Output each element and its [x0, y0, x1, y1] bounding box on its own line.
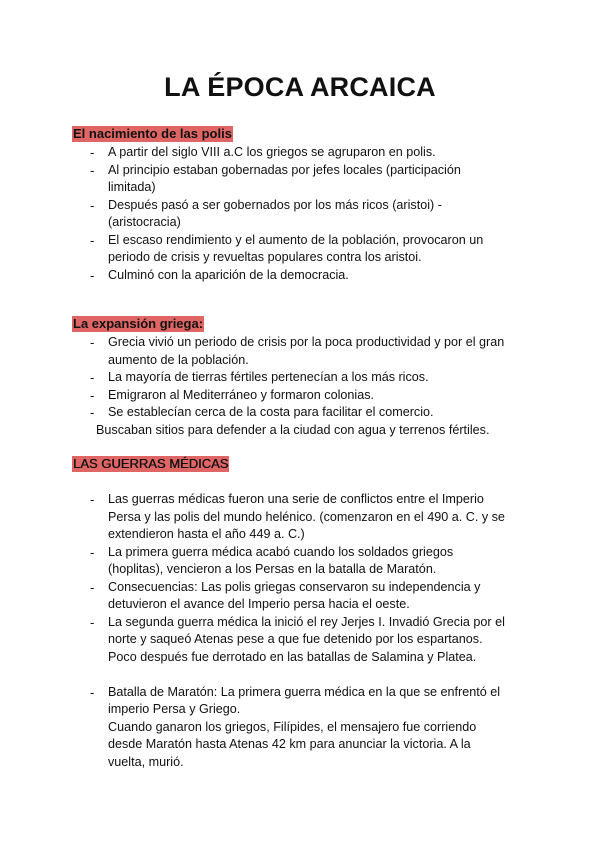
section-heading-row	[72, 315, 542, 333]
list-item-text: limitada)	[108, 180, 156, 194]
bullet-list	[72, 491, 542, 771]
list-item	[72, 267, 542, 285]
dash-bullet-icon: -	[90, 579, 95, 595]
list-item	[72, 369, 542, 387]
list-item-text: Culminó con la aparición de la democracia.	[108, 267, 349, 282]
list-item-text: Persa y las polis del mundo helénico. (comenzaron en el 490 a. C. y se	[108, 509, 505, 524]
list-item-text: Las guerras médicas fueron una serie de conflictos entre el Imperio	[108, 492, 484, 506]
list-item-text: extendieron hasta el año 449 a. C.)	[108, 527, 305, 541]
list-item-text: norte y saqueó Atenas pese a que fue detenido por los espartanos.	[108, 632, 483, 646]
paragraph-note: Buscaban sitios para defender a la ciudad con agua y terrenos fértiles.	[96, 422, 490, 437]
section-heading-row	[72, 455, 542, 473]
list-item-text: vuelta, murió.	[108, 754, 184, 769]
list-item-text: imperio Persa y Griego.	[108, 702, 241, 716]
list-item-text: A partir del siglo VIII a.C los griegos se agruparon en polis.	[108, 145, 436, 159]
list-item-text: Consecuencias: Las polis griegas conservaron su independencia y	[108, 579, 481, 594]
section-heading: LAS GUERRAS MÉDICAS	[73, 456, 229, 471]
list-item	[72, 684, 542, 772]
page-title: LA ÉPOCA ARCAICA	[164, 72, 436, 102]
dash-bullet-icon: -	[90, 232, 95, 248]
list-item-text: aumento de la población.	[108, 352, 249, 367]
list-item	[72, 387, 542, 405]
dash-bullet-icon: -	[90, 387, 95, 403]
dash-bullet-icon: -	[90, 162, 95, 178]
list-item-text: periodo de crisis y revueltas populares contra los aristoi.	[108, 250, 422, 264]
list-item-text: El escaso rendimiento y el aumento de la población, provocaron un	[108, 232, 484, 247]
list-item-text: Se establecían cerca de la costa para facilitar el comercio.	[108, 405, 434, 419]
section-heading: La expansión griega:	[73, 316, 204, 331]
list-item-text: Batalla de Maratón: La primera guerra médica en la que se enfrentó el	[108, 684, 501, 699]
list-item-text: Grecia vivió un periodo de crisis por la poca productividad y por el gran	[108, 335, 505, 349]
list-item-text: La primera guerra médica acabó cuando los soldados griegos	[108, 544, 454, 559]
dash-bullet-icon: -	[90, 492, 95, 507]
list-item-text: Poco después fue derrotado en las batallas de Salamina y Platea.	[108, 649, 477, 664]
list-item	[72, 232, 542, 267]
dash-bullet-icon: -	[90, 614, 95, 630]
dash-bullet-icon: -	[90, 145, 95, 160]
dash-bullet-icon: -	[90, 370, 95, 385]
list-item-text: desde Maratón hasta Atenas 42 km para anunciar la victoria. A la	[108, 737, 471, 751]
dash-bullet-icon: -	[90, 197, 95, 213]
list-item-text: Cuando ganaron los griegos, Filípides, el mensajero fue corriendo	[108, 719, 477, 734]
list-item-text: (hoplitas), vencieron a los Persas en la batalla de Maratón.	[108, 562, 437, 576]
list-item	[72, 544, 542, 579]
list-item	[72, 197, 542, 232]
list-item-text: Emigraron al Mediterráneo y formaron colonias.	[108, 387, 374, 402]
bullet-list	[72, 334, 542, 422]
list-item-text: (aristocracia)	[108, 215, 181, 229]
dash-bullet-icon: -	[90, 335, 95, 350]
list-item-text: La segunda guerra médica la inició el rey Jerjes I. Invadió Grecia por el	[108, 614, 505, 629]
dash-bullet-icon: -	[90, 684, 95, 700]
dash-bullet-icon: -	[90, 267, 95, 283]
spacer	[72, 666, 542, 684]
section-guerras-medicas	[72, 455, 542, 771]
section-nacimiento-polis	[72, 125, 542, 284]
list-item	[72, 162, 542, 197]
list-item	[72, 491, 542, 544]
bullet-list	[72, 144, 542, 284]
dash-bullet-icon: -	[90, 544, 95, 560]
list-item	[72, 404, 542, 422]
section-heading: El nacimiento de las polis	[73, 126, 232, 141]
list-item-text: Después pasó a ser gobernados por los más ricos (aristoi) -	[108, 197, 442, 212]
dash-bullet-icon: -	[90, 405, 95, 420]
list-item-text: detuvieron el avance del Imperio persa hacia el oeste.	[108, 597, 410, 611]
list-item	[72, 579, 542, 614]
section-heading-row	[72, 125, 542, 143]
list-item-text: Al principio estaban gobernadas por jefes locales (participación	[108, 162, 461, 177]
list-item	[72, 614, 542, 667]
list-item-text: La mayoría de tierras fértiles pertenecían a los más ricos.	[108, 370, 429, 384]
list-item	[72, 334, 542, 369]
section-expansion-griega	[72, 315, 542, 439]
list-item	[72, 144, 542, 162]
